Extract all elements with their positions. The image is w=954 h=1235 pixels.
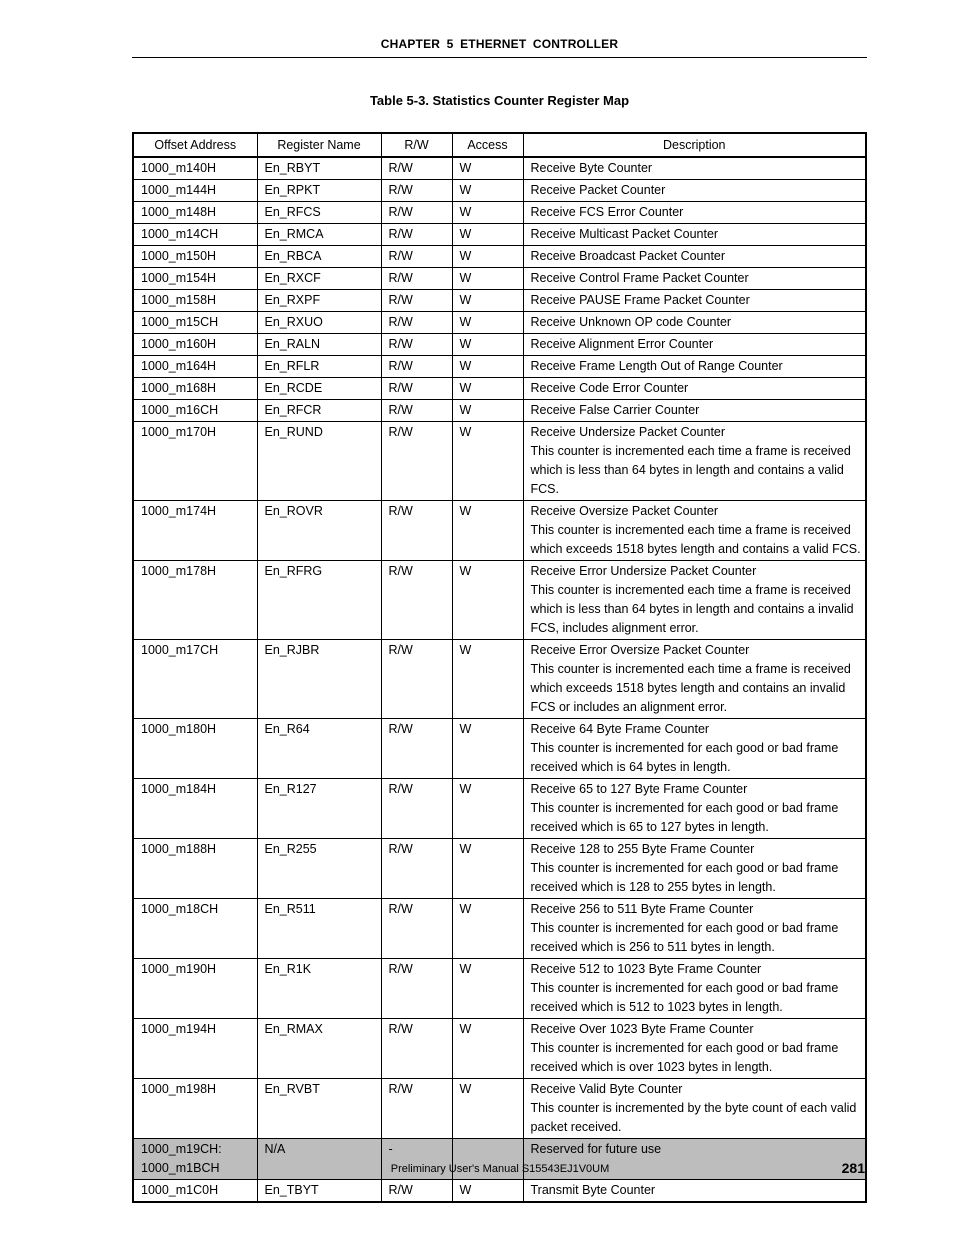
description-line: Receive False Carrier Counter — [530, 403, 700, 417]
table-header-row — [133, 133, 866, 157]
rw-cell: R/W — [381, 899, 452, 959]
description-line: Receive Multicast Packet Counter — [530, 227, 719, 241]
description-cell — [523, 290, 866, 312]
description-cell — [523, 224, 866, 246]
access-cell: W — [452, 224, 523, 246]
description-line: Receive Unknown OP code Counter — [530, 315, 732, 329]
register-name-cell: En_RFLR — [257, 356, 381, 378]
access-cell: W — [452, 400, 523, 422]
offset-cell: 1000_m170H — [133, 422, 257, 501]
register-name-cell: En_RUND — [257, 422, 381, 501]
description-line: FCS. — [530, 482, 559, 496]
register-name-cell: En_R64 — [257, 719, 381, 779]
table-row — [133, 1079, 866, 1139]
description-line: Receive Alignment Error Counter — [530, 337, 714, 351]
table-row — [133, 501, 866, 561]
description-line: Receive PAUSE Frame Packet Counter — [530, 293, 750, 307]
register-name-cell: En_ROVR — [257, 501, 381, 561]
description-line: This counter is incremented for each good or bad frame — [530, 921, 839, 935]
register-name-cell: N/A — [257, 1139, 381, 1180]
table-row — [133, 561, 866, 640]
table-row — [133, 157, 866, 180]
description-cell — [523, 719, 866, 779]
table-row — [133, 400, 866, 422]
table-row — [133, 899, 866, 959]
rw-cell: R/W — [381, 1079, 452, 1139]
register-name-cell: En_R511 — [257, 899, 381, 959]
description-line: Receive 65 to 127 Byte Frame Counter — [530, 782, 748, 796]
description-cell — [523, 422, 866, 501]
rw-cell: R/W — [381, 839, 452, 899]
register-name-cell: En_RFCR — [257, 400, 381, 422]
offset-cell: 1000_m18CH — [133, 899, 257, 959]
description-line: Receive Error Undersize Packet Counter — [530, 564, 757, 578]
rw-cell: R/W — [381, 334, 452, 356]
access-cell: W — [452, 378, 523, 400]
rw-cell: R/W — [381, 312, 452, 334]
rw-cell: R/W — [381, 180, 452, 202]
access-cell: W — [452, 312, 523, 334]
offset-cell: 1000_m15CH — [133, 312, 257, 334]
column-header-offset: Offset Address — [133, 133, 257, 157]
register-name-cell: En_R255 — [257, 839, 381, 899]
column-header-description: Description — [523, 133, 866, 157]
description-line: Receive Broadcast Packet Counter — [530, 249, 726, 263]
access-cell: W — [452, 1079, 523, 1139]
rw-cell: R/W — [381, 779, 452, 839]
rw-cell: R/W — [381, 1180, 452, 1203]
rw-cell: R/W — [381, 157, 452, 180]
rw-cell: R/W — [381, 246, 452, 268]
access-cell: W — [452, 959, 523, 1019]
description-line: received which is 65 to 127 bytes in length. — [530, 820, 769, 834]
column-header-rw: R/W — [381, 133, 452, 157]
offset-cell: 1000_m150H — [133, 246, 257, 268]
access-cell: W — [452, 719, 523, 779]
table-row — [133, 290, 866, 312]
description-line: This counter is incremented for each good or bad frame — [530, 741, 839, 755]
description-cell — [523, 839, 866, 899]
access-cell: W — [452, 157, 523, 180]
table-row — [133, 959, 866, 1019]
table-row — [133, 719, 866, 779]
offset-cell: 1000_m160H — [133, 334, 257, 356]
description-cell — [523, 1079, 866, 1139]
description-cell — [523, 180, 866, 202]
table-body — [133, 157, 866, 1202]
table-row — [133, 378, 866, 400]
rw-cell: R/W — [381, 202, 452, 224]
access-cell: W — [452, 422, 523, 501]
access-cell: W — [452, 268, 523, 290]
register-name-cell: En_RMCA — [257, 224, 381, 246]
access-cell: W — [452, 202, 523, 224]
table-row — [133, 1019, 866, 1079]
offset-cell: 1000_m158H — [133, 290, 257, 312]
access-cell: W — [452, 1019, 523, 1079]
access-cell: W — [452, 1180, 523, 1203]
description-line: This counter is incremented for each good or bad frame — [530, 801, 839, 815]
description-line: This counter is incremented for each good or bad frame — [530, 981, 839, 995]
register-name-cell: En_RXUO — [257, 312, 381, 334]
register-name-cell: En_RJBR — [257, 640, 381, 719]
description-line: Receive Valid Byte Counter — [530, 1082, 683, 1096]
description-line: received which is 64 bytes in length. — [530, 760, 731, 774]
rw-cell: R/W — [381, 400, 452, 422]
page-number: 281 — [841, 1160, 865, 1176]
description-line: Reserved for future use — [530, 1142, 662, 1156]
rw-cell: R/W — [381, 959, 452, 1019]
offset-cell: 1000_m148H — [133, 202, 257, 224]
offset-cell: 1000_m144H — [133, 180, 257, 202]
access-cell: W — [452, 501, 523, 561]
offset-cell: 1000_m190H — [133, 959, 257, 1019]
register-name-cell: En_RFCS — [257, 202, 381, 224]
access-cell: W — [452, 334, 523, 356]
register-name-cell: En_RVBT — [257, 1079, 381, 1139]
rw-cell: R/W — [381, 290, 452, 312]
table-row — [133, 640, 866, 719]
rw-cell: R/W — [381, 356, 452, 378]
register-name-cell: En_RXPF — [257, 290, 381, 312]
description-line: received which is 128 to 255 bytes in length. — [530, 880, 776, 894]
register-name-cell: En_RXCF — [257, 268, 381, 290]
footer-manual-id: Preliminary User's Manual S15543EJ1V0UM — [390, 1163, 610, 1175]
description-cell — [523, 640, 866, 719]
offset-cell: 1000_m184H — [133, 779, 257, 839]
register-map-table — [132, 132, 867, 1203]
column-header-access: Access — [452, 133, 523, 157]
table-row — [133, 180, 866, 202]
offset-cell: 1000_m14CH — [133, 224, 257, 246]
description-line: Receive Undersize Packet Counter — [530, 425, 726, 439]
offset-cell: 1000_m140H — [133, 157, 257, 180]
description-cell — [523, 246, 866, 268]
description-line: Receive Over 1023 Byte Frame Counter — [530, 1022, 754, 1036]
register-name-cell: En_RALN — [257, 334, 381, 356]
table-row — [133, 334, 866, 356]
description-line: packet received. — [530, 1120, 622, 1134]
offset-cell: 1000_m174H — [133, 501, 257, 561]
description-line: which is less than 64 bytes in length and contains a valid — [530, 463, 844, 477]
access-cell: W — [452, 640, 523, 719]
column-header-register-name: Register Name — [257, 133, 381, 157]
offset-cell: 1000_m16CH — [133, 400, 257, 422]
description-cell — [523, 312, 866, 334]
table-row — [133, 246, 866, 268]
access-cell: W — [452, 561, 523, 640]
rw-cell: R/W — [381, 422, 452, 501]
register-name-cell: En_RMAX — [257, 1019, 381, 1079]
description-cell — [523, 378, 866, 400]
description-line: Receive FCS Error Counter — [530, 205, 684, 219]
register-name-cell: En_R127 — [257, 779, 381, 839]
table-row — [133, 1180, 866, 1203]
access-cell: W — [452, 246, 523, 268]
description-line: This counter is incremented by the byte count of each valid — [530, 1101, 857, 1115]
description-line: Receive Oversize Packet Counter — [530, 504, 719, 518]
description-cell — [523, 899, 866, 959]
description-line: This counter is incremented each time a frame is received — [530, 583, 851, 597]
rw-cell: R/W — [381, 719, 452, 779]
header-divider — [132, 57, 867, 58]
table-row — [133, 202, 866, 224]
access-cell: W — [452, 356, 523, 378]
rw-cell: R/W — [381, 268, 452, 290]
description-line: Receive Code Error Counter — [530, 381, 689, 395]
description-cell — [523, 1019, 866, 1079]
table-row — [133, 839, 866, 899]
table-row — [133, 422, 866, 501]
description-line: Receive Error Oversize Packet Counter — [530, 643, 750, 657]
rw-cell: - — [381, 1139, 452, 1180]
access-cell: W — [452, 899, 523, 959]
rw-cell: R/W — [381, 1019, 452, 1079]
description-line: This counter is incremented for each good or bad frame — [530, 1041, 839, 1055]
description-line: received which is 256 to 511 bytes in length. — [530, 940, 775, 954]
register-name-cell: En_RBCA — [257, 246, 381, 268]
description-cell — [523, 268, 866, 290]
description-cell — [523, 959, 866, 1019]
description-line: Receive Control Frame Packet Counter — [530, 271, 749, 285]
description-cell — [523, 356, 866, 378]
description-line: Receive 512 to 1023 Byte Frame Counter — [530, 962, 762, 976]
description-line: which is less than 64 bytes in length and contains a invalid — [530, 602, 854, 616]
description-cell — [523, 400, 866, 422]
access-cell: W — [452, 779, 523, 839]
description-line: received which is 512 to 1023 bytes in length. — [530, 1000, 783, 1014]
chapter-header: CHAPTER 5 ETHERNET CONTROLLER — [380, 37, 619, 51]
register-name-cell: En_TBYT — [257, 1180, 381, 1203]
description-line: This counter is incremented each time a frame is received — [530, 523, 851, 537]
description-line: Receive Frame Length Out of Range Counter — [530, 359, 783, 373]
description-cell — [523, 334, 866, 356]
register-name-cell: En_R1K — [257, 959, 381, 1019]
access-cell: W — [452, 290, 523, 312]
description-line: Receive Packet Counter — [530, 183, 666, 197]
table-row — [133, 224, 866, 246]
offset-cell: 1000_m194H — [133, 1019, 257, 1079]
register-name-cell: En_RCDE — [257, 378, 381, 400]
description-line: This counter is incremented for each good or bad frame — [530, 861, 839, 875]
offset-cell: 1000_m1C0H — [133, 1180, 257, 1203]
offset-cell: 1000_m17CH — [133, 640, 257, 719]
description-cell — [523, 1180, 866, 1203]
offset-cell: 1000_m154H — [133, 268, 257, 290]
rw-cell: R/W — [381, 224, 452, 246]
offset-cell: 1000_m178H — [133, 561, 257, 640]
description-line: This counter is incremented each time a frame is received — [530, 662, 851, 676]
rw-cell: R/W — [381, 501, 452, 561]
description-cell — [523, 202, 866, 224]
offset-cell: 1000_m19CH: 1000_m1BCH — [133, 1139, 257, 1180]
description-cell — [523, 157, 866, 180]
rw-cell: R/W — [381, 640, 452, 719]
description-line: which exceeds 1518 bytes length and contains an invalid — [530, 681, 846, 695]
description-line: FCS or includes an alignment error. — [530, 700, 728, 714]
register-name-cell: En_RBYT — [257, 157, 381, 180]
table-row — [133, 356, 866, 378]
description-line: received which is over 1023 bytes in length. — [530, 1060, 773, 1074]
description-line: Transmit Byte Counter — [530, 1183, 656, 1197]
table-row — [133, 268, 866, 290]
description-line: which exceeds 1518 bytes length and contains a valid FCS. — [530, 542, 861, 556]
table-row — [133, 779, 866, 839]
table-caption: Table 5-3. Statistics Counter Register Map — [369, 93, 630, 108]
offset-cell: 1000_m168H — [133, 378, 257, 400]
description-cell — [523, 501, 866, 561]
access-cell: W — [452, 839, 523, 899]
rw-cell: R/W — [381, 561, 452, 640]
description-cell — [523, 561, 866, 640]
register-name-cell: En_RFRG — [257, 561, 381, 640]
table-row — [133, 312, 866, 334]
description-line: Receive 64 Byte Frame Counter — [530, 722, 710, 736]
description-cell — [523, 779, 866, 839]
offset-cell: 1000_m198H — [133, 1079, 257, 1139]
offset-cell: 1000_m180H — [133, 719, 257, 779]
description-line: Receive Byte Counter — [530, 161, 653, 175]
offset-cell: 1000_m188H — [133, 839, 257, 899]
rw-cell: R/W — [381, 378, 452, 400]
description-line: This counter is incremented each time a frame is received — [530, 444, 851, 458]
register-name-cell: En_RPKT — [257, 180, 381, 202]
access-cell: W — [452, 180, 523, 202]
description-line: Receive 256 to 511 Byte Frame Counter — [530, 902, 754, 916]
description-line: Receive 128 to 255 Byte Frame Counter — [530, 842, 755, 856]
description-line: FCS, includes alignment error. — [530, 621, 699, 635]
offset-cell: 1000_m164H — [133, 356, 257, 378]
